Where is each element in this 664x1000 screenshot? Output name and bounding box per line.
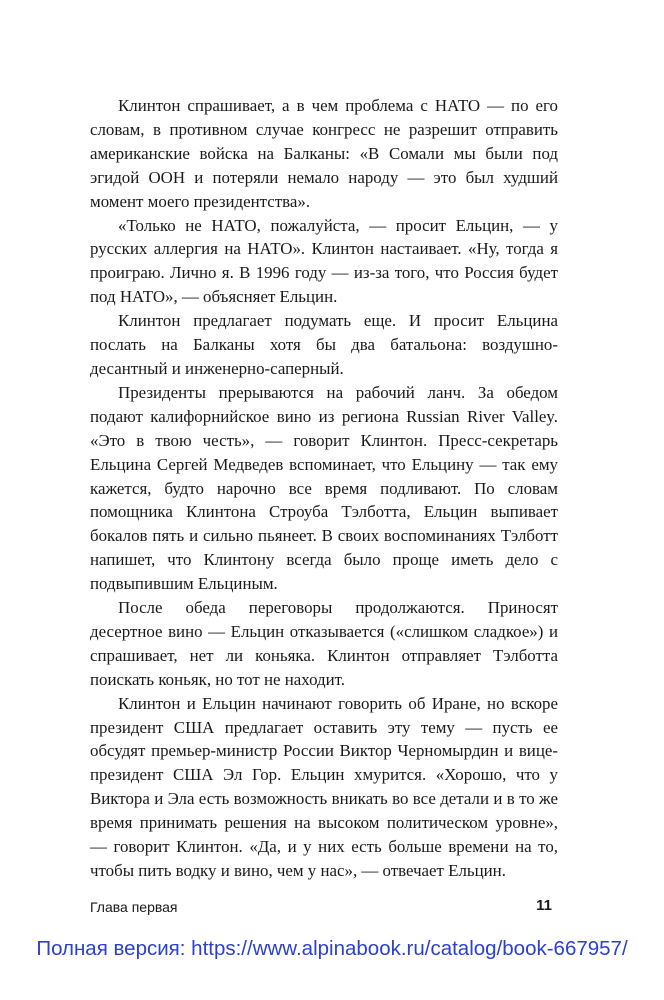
full-version-url[interactable]: https://www.alpinabook.ru/catalog/book-667957/	[191, 937, 628, 960]
paragraph-4: Президенты прерываются на рабочий ланч. За обедом подают калифорнийское вино из региона Russian River Valley. «Это в твою честь», — говорит Клинтон. Пресс-секретарь Ельцина Сергей Медведев вспоминает, что Ельцину — так ему кажется, будто нарочно все время подливают. По словам помощника Клинтона Строуба Тэлботта, Ельцин выпивает бокалов пять и сильно пьянеет. В своих воспоминаниях Тэлботт напишет, что Клинтону всегда было проще иметь дело с подвыпившим Ельциным.	[90, 382, 558, 594]
page-number: 11	[536, 897, 552, 914]
full-version-link[interactable]	[0, 937, 664, 961]
paragraph-3: Клинтон предлагает подумать еще. И просит Ельцина послать на Балканы хотя бы два батальона: воздушно-десантный и инженерно-саперный.	[90, 311, 558, 378]
body-text	[90, 94, 558, 883]
paragraph-2: «Только не НАТО, пожалуйста, — просит Ельцин, — у русских аллергия на НАТО». Клинтон настаивает. «Ну, тогда я проиграю. Лично я. В 1996 году — из-за того, что Россия будет под НАТО», — объясняет Ельцин.	[90, 215, 558, 307]
chapter-title: Глава первая	[90, 899, 178, 915]
paragraph-1: Клинтон спрашивает, а в чем проблема с НАТО — по его словам, в противном случае конгресс не разрешит отправить американские войска на Балканы: «В Сомали мы были под эгидой ООН и потеряли немало народу — это был худший момент моего президентства».	[90, 96, 558, 211]
paragraph-5: После обеда переговоры продолжаются. Приносят десертное вино — Ельцин отказывается («слишком сладкое») и спрашивает, нет ли коньяка. Клинтон отправляет Тэлботта поискать коньяк, но тот не находит.	[90, 598, 558, 689]
full-version-label: Полная версия:	[36, 937, 192, 960]
paragraph-6: Клинтон и Ельцин начинают говорить об Иране, но вскоре президент США предлагает оставить эту тему — пусть ее обсудят премьер-министр России Виктор Черномырдин и вице-президент США Эл Гор. Ельцин хмурится. «Хорошо, что у Виктора и Эла есть возможность вникать во все детали и в то же время принимать решения на высоком политическом уровне», — говорит Клинтон. «Да, и у них есть больше времени на то, чтобы пить водку и вино, чем у нас», — отвечает Ельцин.	[90, 693, 558, 880]
page-footer	[90, 896, 558, 920]
